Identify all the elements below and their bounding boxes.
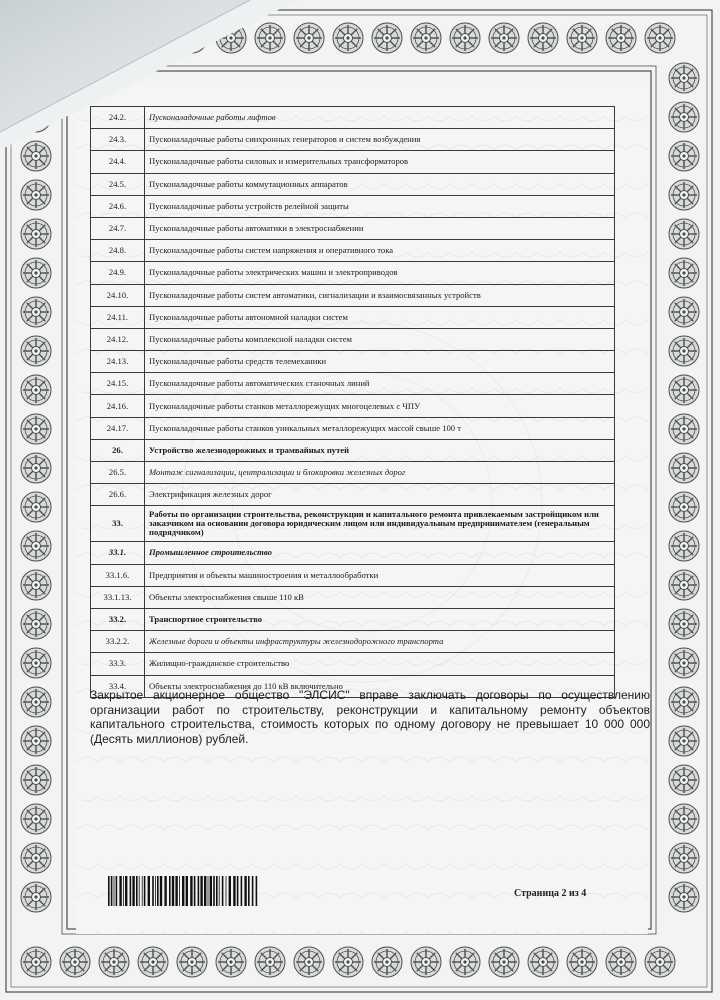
ornament-medallion-icon [606, 947, 636, 977]
ornament-medallion-icon [21, 843, 51, 873]
ornament-medallion-icon [669, 726, 699, 756]
row-number: 24.16. [91, 395, 145, 417]
ornament-medallion-icon [372, 23, 402, 53]
ornament-medallion-icon [21, 414, 51, 444]
row-number: 26.5. [91, 462, 145, 484]
row-text: Пусконаладочные работы синхронных генераторов и систем возбуждения [145, 129, 615, 151]
row-text: Пусконаладочные работы устройств релейной защиты [145, 195, 615, 217]
ornament-medallion-icon [669, 102, 699, 132]
row-text: Пусконаладочные работы станков уникальных металлорежущих массой свыше 100 т [145, 417, 615, 439]
row-text: Пусконаладочные работы коммутационных аппаратов [145, 173, 615, 195]
ornament-medallion-icon [669, 843, 699, 873]
ornament-medallion-icon [21, 947, 51, 977]
row-text: Транспортное строительство [145, 608, 615, 630]
ornament-medallion-icon [21, 453, 51, 483]
ornament-medallion-icon [669, 180, 699, 210]
ornament-medallion-icon [528, 947, 558, 977]
row-text: Пусконаладочные работы систем автоматики, сигнализации и взаимосвязанных устройств [145, 284, 615, 306]
row-number: 24.2. [91, 107, 145, 129]
ornament-medallion-icon [669, 258, 699, 288]
ornament-medallion-icon [21, 336, 51, 366]
row-text: Пусконаладочные работы автоматики в электроснабжении [145, 217, 615, 239]
table-row [91, 328, 615, 350]
ornament-medallion-icon [669, 570, 699, 600]
table-row [91, 631, 615, 653]
ornament-medallion-icon [450, 947, 480, 977]
table-row [91, 586, 615, 608]
works-table [90, 106, 615, 698]
ornament-medallion-icon [489, 23, 519, 53]
row-number: 24.7. [91, 217, 145, 239]
table-row [91, 484, 615, 506]
ornament-medallion-icon [99, 947, 129, 977]
ornament-medallion-icon [567, 23, 597, 53]
ornament-medallion-icon [21, 297, 51, 327]
ornament-medallion-icon [669, 219, 699, 249]
page-curl [0, 0, 300, 150]
ornament-medallion-icon [21, 882, 51, 912]
table-row [91, 217, 615, 239]
ornament-medallion-icon [21, 648, 51, 678]
table-row [91, 608, 615, 630]
ornament-medallion-icon [21, 804, 51, 834]
row-text: Пусконаладочные работы лифтов [145, 107, 615, 129]
ornament-medallion-icon [411, 947, 441, 977]
ornament-medallion-icon [669, 648, 699, 678]
table-row [91, 151, 615, 173]
row-text: Промышленное строительство [145, 542, 615, 564]
row-text: Объекты электроснабжения свыше 110 кВ [145, 586, 615, 608]
ornament-medallion-icon [645, 23, 675, 53]
ornament-medallion-icon [669, 336, 699, 366]
row-number: 33.1.13. [91, 586, 145, 608]
ornament-medallion-icon [21, 687, 51, 717]
table-row [91, 306, 615, 328]
row-text: Работы по организации строительства, реконструкции и капитального ремонта привлекаемым застройщиком или заказчиком на основании договора юридическим лицом или индивидуальным предпринимателем (генеральным подрядчиком) [145, 506, 615, 542]
row-number: 33. [91, 506, 145, 542]
ornament-medallion-icon [333, 947, 363, 977]
ornament-medallion-icon [669, 804, 699, 834]
row-text: Электрификация железных дорог [145, 484, 615, 506]
ornament-medallion-icon [669, 63, 699, 93]
table-row [91, 462, 615, 484]
ornament-medallion-icon [21, 180, 51, 210]
row-number: 24.5. [91, 173, 145, 195]
row-text: Жилищно-гражданское строительство [145, 653, 615, 675]
row-text: Пусконаладочные работы средств телемеханики [145, 351, 615, 373]
table-row [91, 417, 615, 439]
table-row [91, 284, 615, 306]
row-number: 33.3. [91, 653, 145, 675]
row-number: 24.11. [91, 306, 145, 328]
ornament-medallion-icon [669, 297, 699, 327]
row-number: 33.2. [91, 608, 145, 630]
row-number: 24.4. [91, 151, 145, 173]
row-number: 24.12. [91, 328, 145, 350]
ornament-medallion-icon [411, 23, 441, 53]
ornament-medallion-icon [255, 947, 285, 977]
row-text: Пусконаладочные работы комплексной наладки систем [145, 328, 615, 350]
ornament-medallion-icon [333, 23, 363, 53]
ornament-medallion-icon [294, 947, 324, 977]
ornament-medallion-icon [21, 570, 51, 600]
row-number: 24.17. [91, 417, 145, 439]
row-number: 24.13. [91, 351, 145, 373]
ornament-medallion-icon [669, 765, 699, 795]
page-number: Страница 2 из 4 [514, 888, 587, 899]
ornament-medallion-icon [669, 414, 699, 444]
row-number: 26. [91, 439, 145, 461]
table-row [91, 564, 615, 586]
row-text: Пусконаладочные работы электрических машин и электроприводов [145, 262, 615, 284]
barcode [108, 876, 260, 906]
ornament-medallion-icon [669, 531, 699, 561]
table-row [91, 542, 615, 564]
row-text: Пусконаладочные работы станков металлорежущих многоцелевых с ЧПУ [145, 395, 615, 417]
row-number: 24.3. [91, 129, 145, 151]
ornament-medallion-icon [60, 947, 90, 977]
ornament-medallion-icon [21, 375, 51, 405]
table-row [91, 506, 615, 542]
row-text: Монтаж сигнализации, централизации и блокировки железных дорог [145, 462, 615, 484]
ornament-medallion-icon [669, 141, 699, 171]
row-number: 24.9. [91, 262, 145, 284]
ornament-medallion-icon [669, 375, 699, 405]
table-row [91, 262, 615, 284]
ornament-medallion-icon [21, 726, 51, 756]
row-number: 33.1. [91, 542, 145, 564]
ornament-medallion-icon [21, 609, 51, 639]
ornament-medallion-icon [669, 609, 699, 639]
row-text: Объекты электроснабжения до 110 кВ включительно [145, 675, 615, 697]
table-row [91, 195, 615, 217]
row-text: Железные дороги и объекты инфраструктуры железнодорожного транспорта [145, 631, 615, 653]
ornament-medallion-icon [372, 947, 402, 977]
ornament-medallion-icon [489, 947, 519, 977]
ornament-medallion-icon [669, 492, 699, 522]
row-number: 24.10. [91, 284, 145, 306]
table-row [91, 240, 615, 262]
ornament-medallion-icon [177, 947, 207, 977]
row-text: Предприятия и объекты машиностроения и металлообработки [145, 564, 615, 586]
ornament-medallion-icon [645, 947, 675, 977]
ornament-medallion-icon [606, 23, 636, 53]
ornament-medallion-icon [216, 947, 246, 977]
row-text: Устройство железнодорожных и трамвайных путей [145, 439, 615, 461]
ornament-medallion-icon [21, 219, 51, 249]
table-row [91, 173, 615, 195]
table-row [91, 373, 615, 395]
row-number: 33.2.2. [91, 631, 145, 653]
row-number: 26.6. [91, 484, 145, 506]
row-text: Пусконаладочные работы автоматических станочных линий [145, 373, 615, 395]
table-row [91, 439, 615, 461]
row-number: 33.4. [91, 675, 145, 697]
ornament-medallion-icon [21, 765, 51, 795]
ornament-medallion-icon [21, 258, 51, 288]
ornament-medallion-icon [567, 947, 597, 977]
table-row [91, 351, 615, 373]
row-text: Пусконаладочные работы систем напряжения и оперативного тока [145, 240, 615, 262]
ornament-medallion-icon [528, 23, 558, 53]
row-text: Пусконаладочные работы силовых и измерительных трансформаторов [145, 151, 615, 173]
row-number: 33.1.6. [91, 564, 145, 586]
row-number: 24.8. [91, 240, 145, 262]
ornament-medallion-icon [450, 23, 480, 53]
permission-note: Закрытое акционерное общество "ЭЛСИС" вправе заключать договоры по осуществлению организации работ по строительству, реконструкции и капитальному ремонту объектов капитального строительства, стоимость которых по одному договору не превышает 10 000 000 (Десять миллионов) рублей. [90, 688, 650, 746]
row-text: Пусконаладочные работы автономной наладки систем [145, 306, 615, 328]
row-number: 24.15. [91, 373, 145, 395]
ornament-medallion-icon [669, 453, 699, 483]
ornament-medallion-icon [21, 531, 51, 561]
ornament-medallion-icon [669, 687, 699, 717]
ornament-medallion-icon [669, 882, 699, 912]
table-row [91, 395, 615, 417]
ornament-medallion-icon [138, 947, 168, 977]
ornament-medallion-icon [21, 492, 51, 522]
table-row [91, 653, 615, 675]
row-number: 24.6. [91, 195, 145, 217]
